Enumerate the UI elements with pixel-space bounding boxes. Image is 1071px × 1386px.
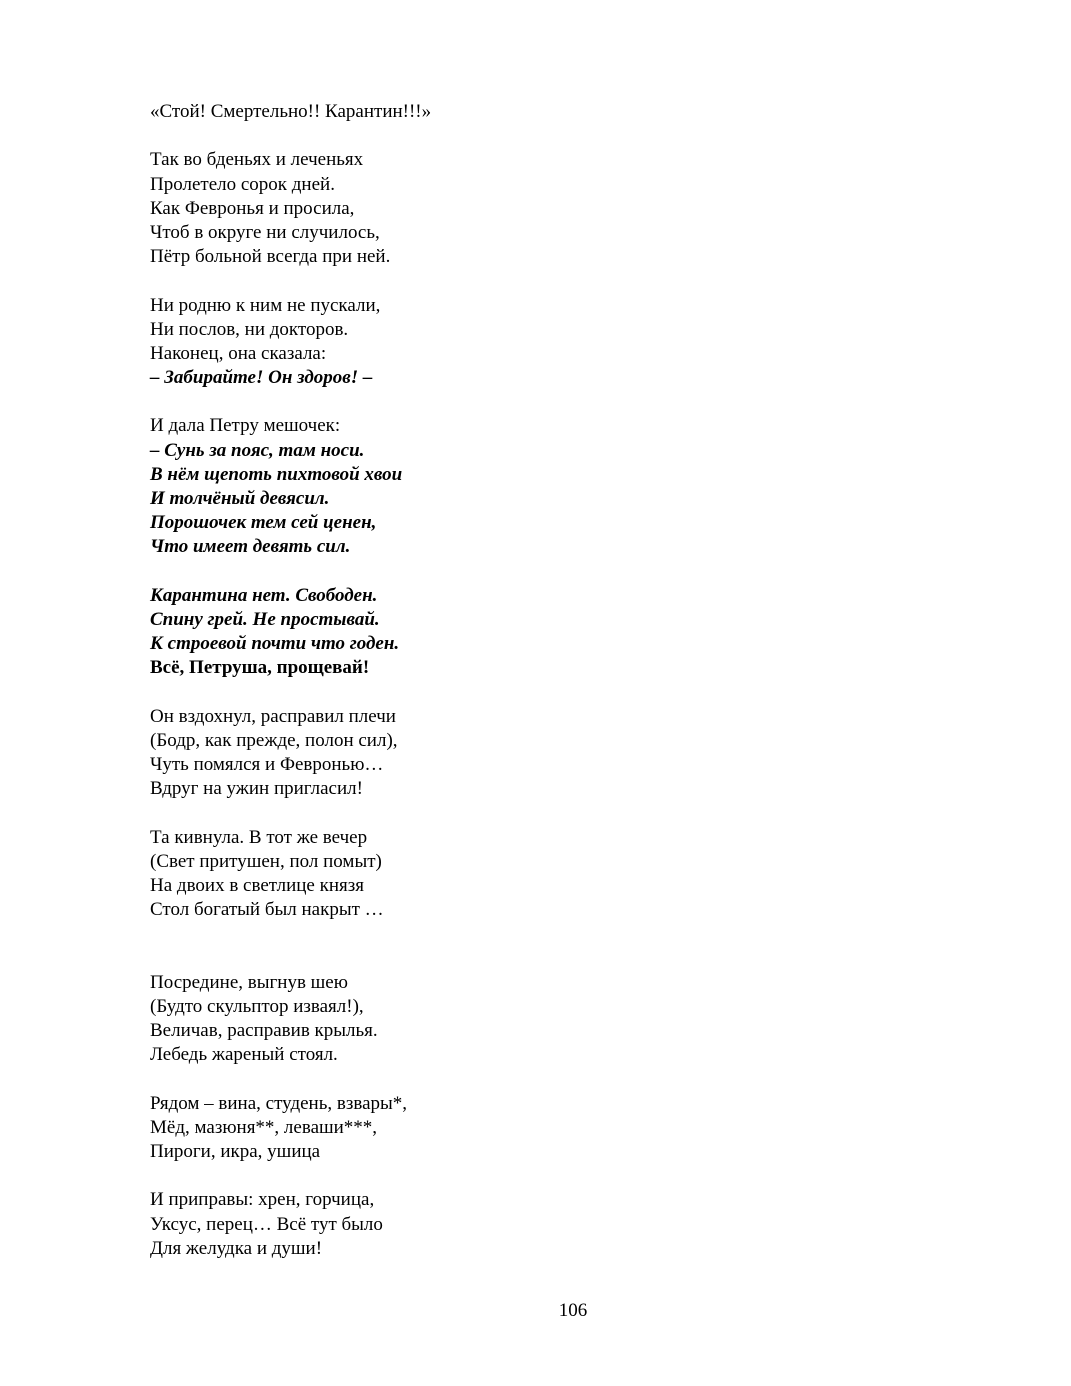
poem-line: На двоих в светлице князя xyxy=(150,875,364,896)
poem-line: К строевой почти что годен. xyxy=(150,633,400,655)
stanza-spacer xyxy=(150,1164,431,1188)
poem-line: Уксус, перец… Всё тут было xyxy=(150,1213,383,1235)
stanza-spacer xyxy=(150,1068,431,1092)
poem-line: И приправы: хрен, горчица, xyxy=(150,1189,375,1211)
poem-line: Пироги, икра, ушица xyxy=(150,1141,321,1163)
stanza-spacer xyxy=(150,124,431,148)
poem-line: Та кивнула. В тот же вечер xyxy=(150,826,368,848)
poem-line: Наконец, она сказала: xyxy=(150,342,327,364)
poem-line: Как Февронья и просила, xyxy=(150,197,355,219)
poem-line: Так во бденьях и леченьях xyxy=(150,149,364,171)
stanza-spacer xyxy=(150,560,431,584)
stanza xyxy=(150,414,431,559)
poem-line: (Бодр, как прежде, полон сил), xyxy=(150,729,398,751)
poem-line: (Будто скульптор изваял!), xyxy=(150,995,364,1017)
poem-line: Для желудка и души! xyxy=(150,1237,323,1259)
poem-line: Карантина нет. Свободен. xyxy=(150,584,378,606)
poem-text xyxy=(150,100,431,1261)
poem-line: Спину грей. Не простывай. xyxy=(150,608,380,630)
poem-line: – Сунь за пояс, там носи. xyxy=(150,439,365,461)
stanza xyxy=(150,826,431,923)
poem-line: Лебедь жареный стоял. xyxy=(150,1044,338,1066)
poem-line: Рядом – вина, студень, взвары*, xyxy=(150,1092,408,1114)
poem-line: В нём щепоть пихтовой хвои xyxy=(150,463,403,485)
page-number: 106 xyxy=(558,1300,588,1321)
poem-line: И дала Петру мешочек: xyxy=(150,415,341,437)
stanza xyxy=(150,584,431,681)
poem-line: Порошочек тем сей ценен, xyxy=(150,512,377,534)
stanza-spacer xyxy=(150,801,431,825)
stanza xyxy=(150,294,431,391)
stanza-spacer xyxy=(150,922,431,970)
poem-line: Пётр больной всегда при ней. xyxy=(150,246,391,268)
stanza xyxy=(150,971,431,1068)
stanza-spacer xyxy=(150,390,431,414)
poem-line: – Забирайте! Он здоров! – xyxy=(150,367,373,389)
stanza xyxy=(150,705,431,802)
poem-line: Вдруг на ужин пригласил! xyxy=(150,778,363,800)
poem-line: (Свет притушен, пол помыт) xyxy=(150,850,382,872)
poem-line: Пролетело сорок дней. xyxy=(150,173,335,195)
poem-line: Чуть помялся и Февронью… xyxy=(150,754,384,776)
poem-line: Всё, Петруша, прощевай! xyxy=(150,657,370,679)
poem-line: Посредине, выгнув шею xyxy=(150,971,348,993)
poem-line: «Стой! Смертельно!! Карантин!!!» xyxy=(150,101,432,122)
poem-line: Ни родню к ним не пускали, xyxy=(150,294,381,316)
stanza xyxy=(150,148,431,269)
poem-line: Ни послов, ни докторов. xyxy=(150,318,349,340)
poem-line: Что имеет девять сил. xyxy=(150,536,351,558)
stanza xyxy=(150,100,431,124)
poem-line: И толчёный девясил. xyxy=(150,488,330,509)
stanza xyxy=(150,1188,431,1261)
poem-line: Величав, расправив крылья. xyxy=(150,1020,378,1042)
stanza xyxy=(150,1092,431,1165)
stanza-spacer xyxy=(150,269,431,293)
poem-line: Мёд, мазюня**, леваши***, xyxy=(150,1116,378,1138)
poem-line: Он вздохнул, расправил плечи xyxy=(150,705,396,727)
poem-line: Чтоб в округе ни случилось, xyxy=(150,221,380,243)
stanza-spacer xyxy=(150,681,431,705)
poem-line: Стол богатый был накрыт … xyxy=(150,899,384,921)
